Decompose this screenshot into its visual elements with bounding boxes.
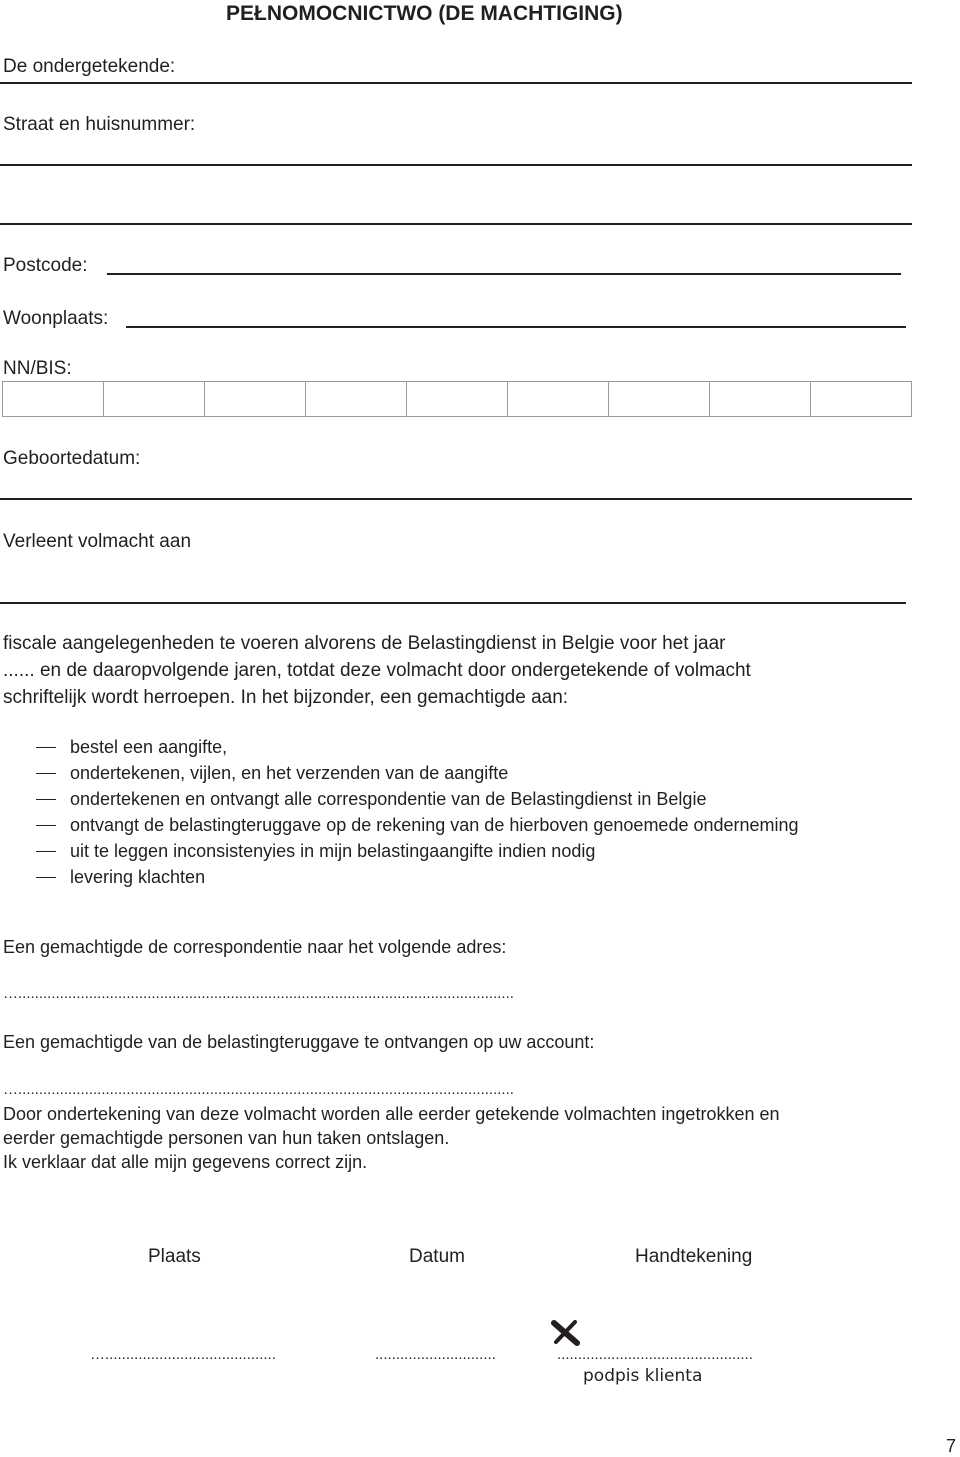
birthdate-label: Geboortedatum:: [3, 448, 141, 469]
authorization-paragraph: [3, 630, 751, 711]
undersigned-label: De ondergetekende:: [3, 56, 176, 77]
correspondence-label: Een gemachtigde de correspondentie naar het volgende adres:: [3, 937, 507, 957]
nn-bis-box[interactable]: [710, 382, 811, 416]
postcode-line[interactable]: [107, 273, 901, 275]
list-item: [36, 734, 799, 760]
list-item-text: ontvangt de belastingteruggave op de rekening van de hierboven genoemede onderneming: [70, 815, 799, 835]
grantee-line[interactable]: [0, 602, 906, 604]
document-title: PEŁNOMOCNICTWO (DE MACHTIGING): [226, 2, 623, 25]
nn-bis-boxes[interactable]: [2, 381, 912, 417]
correspondence-address-field[interactable]: ….......................................................................................................................: [3, 985, 514, 1002]
signature-field[interactable]: ...............................................: [557, 1346, 753, 1363]
page-number: 7: [945, 1436, 956, 1456]
nn-bis-box[interactable]: [609, 382, 710, 416]
x-mark-icon: [551, 1320, 581, 1346]
nn-bis-label: NN/BIS:: [3, 358, 72, 379]
street-label: Straat en huisnummer:: [3, 114, 196, 135]
dash-icon: [36, 825, 56, 826]
client-signature-label: podpis klienta: [583, 1366, 703, 1386]
place-label: Plaats: [148, 1246, 201, 1267]
postcode-label: Postcode:: [3, 255, 88, 276]
nn-bis-box[interactable]: [104, 382, 205, 416]
nn-bis-box[interactable]: [205, 382, 306, 416]
nn-bis-box[interactable]: [811, 382, 911, 416]
list-item: [36, 812, 799, 838]
closing-line: Door ondertekening van deze volmacht worden alle eerder getekende volmachten ingetrokken en: [3, 1104, 780, 1124]
account-label: Een gemachtigde van de belastingteruggave te ontvangen op uw account:: [3, 1032, 595, 1052]
date-label: Datum: [409, 1246, 465, 1267]
paragraph-line: fiscale aangelegenheden te voeren alvorens de Belastingdienst in Belgie voor het jaar: [3, 633, 726, 654]
list-item-text: uit te leggen inconsistenyies in mijn belastingaangifte indien nodig: [70, 841, 596, 861]
city-label: Woonplaats:: [3, 308, 109, 329]
paragraph-line: ...... en de daaropvolgende jaren, totdat deze volmacht door ondergetekende of volmacht: [3, 660, 751, 681]
dash-icon: [36, 773, 56, 774]
signature-label: Handtekening: [635, 1246, 753, 1267]
dash-icon: [36, 851, 56, 852]
list-item: [36, 760, 799, 786]
birthdate-line[interactable]: [0, 498, 912, 500]
list-item: [36, 838, 799, 864]
list-item: [36, 864, 799, 890]
list-item-text: bestel een aangifte,: [70, 737, 228, 757]
list-item: [36, 786, 799, 812]
account-field[interactable]: ….......................................................................................................................: [3, 1081, 514, 1098]
closing-line: eerder gemachtigde personen van hun taken ontslagen.: [3, 1128, 450, 1148]
undersigned-line[interactable]: [0, 82, 912, 84]
nn-bis-box[interactable]: [407, 382, 508, 416]
nn-bis-box[interactable]: [306, 382, 407, 416]
nn-bis-box[interactable]: [508, 382, 609, 416]
powers-list: [36, 734, 799, 890]
dash-icon: [36, 799, 56, 800]
place-field[interactable]: ….........................................: [90, 1346, 276, 1363]
list-item-text: levering klachten: [70, 867, 206, 887]
closing-paragraph: [3, 1102, 780, 1174]
list-item-text: ondertekenen, vijlen, en het verzenden van de aangifte: [70, 763, 509, 783]
dash-icon: [36, 877, 56, 878]
nn-bis-box[interactable]: [3, 382, 104, 416]
grants-label: Verleent volmacht aan: [3, 531, 192, 552]
date-field[interactable]: .............................: [375, 1346, 496, 1363]
street-line-1[interactable]: [0, 164, 912, 166]
paragraph-line: schriftelijk wordt herroepen. In het bijzonder, een gemachtigde aan:: [3, 687, 569, 708]
list-item-text: ondertekenen en ontvangt alle correspondentie van de Belastingdienst in Belgie: [70, 789, 707, 809]
dash-icon: [36, 747, 56, 748]
street-line-2[interactable]: [0, 223, 912, 225]
city-line[interactable]: [126, 326, 906, 328]
closing-line: Ik verklaar dat alle mijn gegevens correct zijn.: [3, 1152, 368, 1172]
